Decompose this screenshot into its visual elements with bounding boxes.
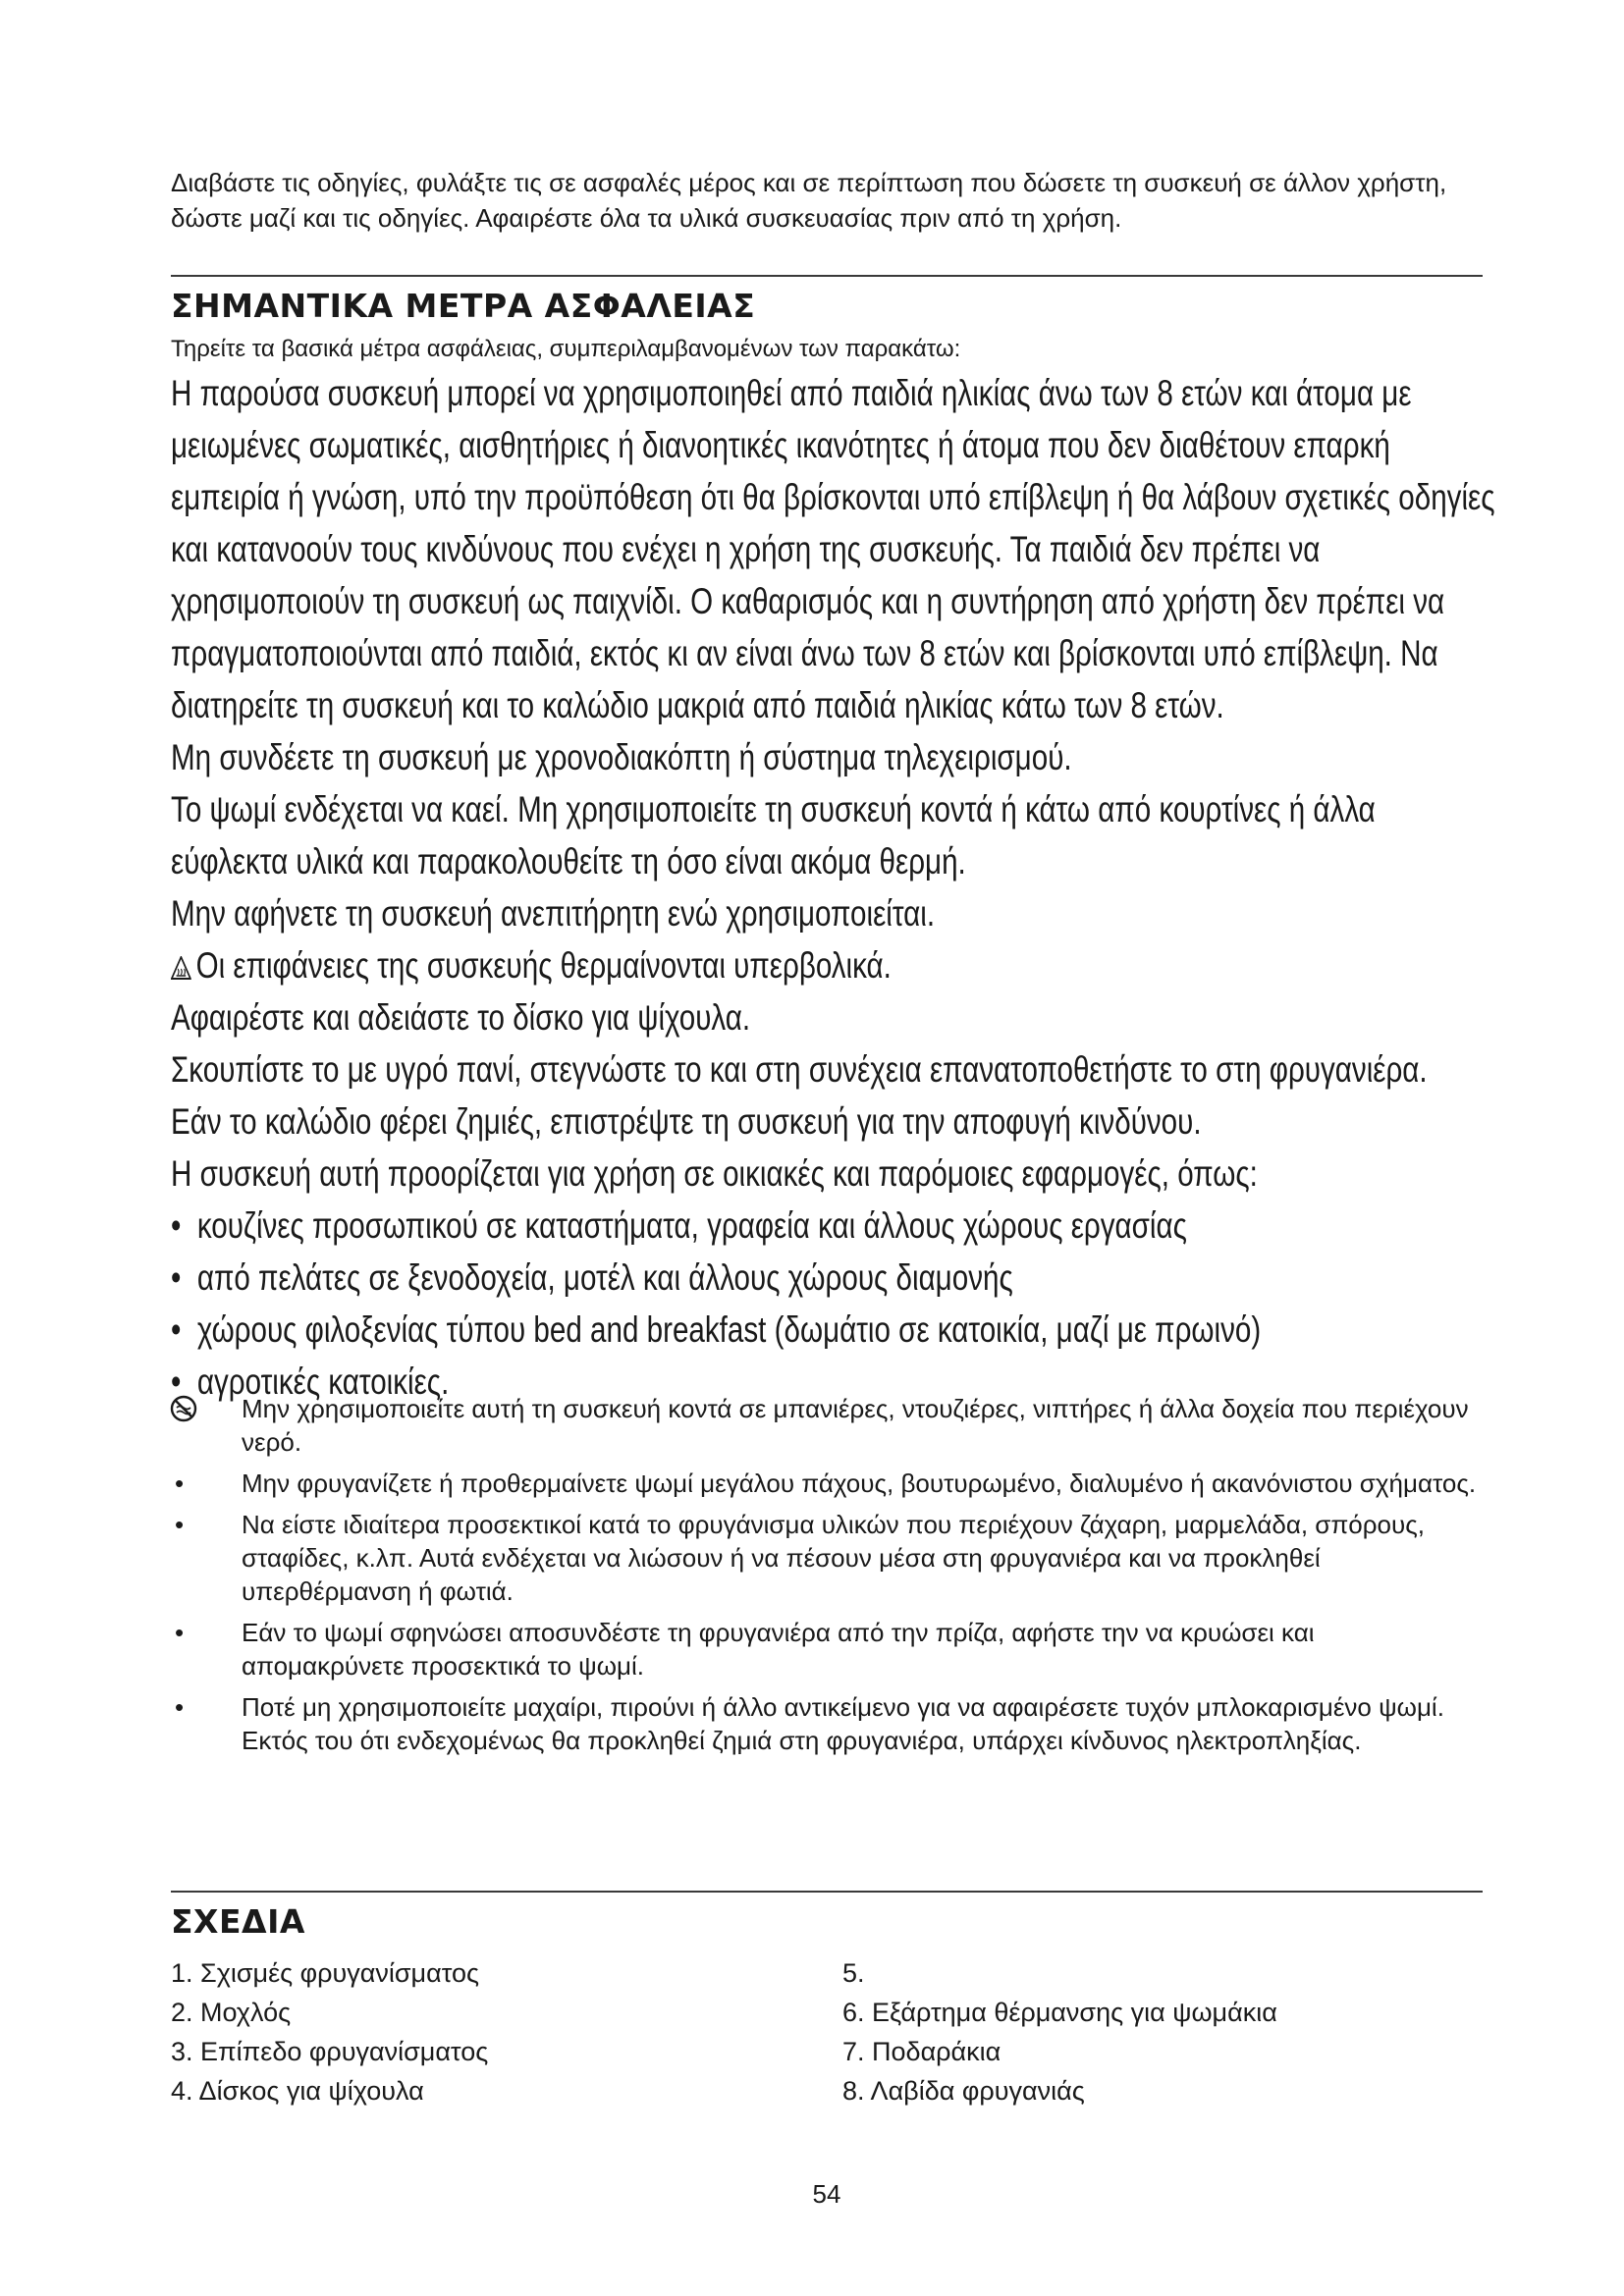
hot-surface-icon <box>171 956 191 980</box>
safety-line: μειωμένες σωματικές, αισθητήριες ή διανοητικές ικανότητες ή άτομα που δεν διαθέτουν επαρκή <box>171 425 1390 465</box>
no-water-icon <box>169 1394 198 1423</box>
page-number: 54 <box>812 2179 841 2209</box>
diagrams-heading: ΣΧΕΔΙΑ <box>171 1902 305 1941</box>
small-bullet-text: Εάν το ψωμί σφηνώσει αποσυνδέστε τη φρυγανιέρα από την πρίζα, αφήστε την να κρυώσει και απομακρύνετε προσεκτικά το ψωμί. <box>242 1618 1315 1681</box>
safety-line: Μην αφήνετε τη συσκευή ανεπιτήρητη ενώ χρησιμοποιείται. <box>171 893 936 934</box>
safety-subtitle: Τηρείτε τα βασικά μέτρα ασφάλειας, συμπεριλαμβανομένων των παρακάτω: <box>171 336 961 362</box>
part-item: 5. <box>842 1958 865 1988</box>
intro-paragraph: Διαβάστε τις οδηγίες, φυλάξτε τις σε ασφαλές μέρος και σε περίπτωση που δώσετε τη συσκευή σε άλλον χρήστη, δώστε μαζί και τις οδηγίες. Αφαιρέστε όλα τα υλικά συσκευασίας πριν από τη χρήση. <box>171 168 1447 233</box>
small-bullet <box>171 1508 1483 1608</box>
safety-line: Η παρούσα συσκευή μπορεί να χρησιμοποιηθεί από παιδιά ηλικίας άνω των 8 ετών και άτομα με <box>171 373 1412 413</box>
usage-bullet <box>171 1200 1227 1252</box>
small-bullet <box>171 1690 1483 1757</box>
bullet-text: χώρους φιλοξενίας τύπου bed and breakfast (δωμάτιο σε κατοικία, μαζί με πρωινό) <box>196 1309 1262 1350</box>
small-bullet-text: Ποτέ μη χρησιμοποιείτε μαχαίρι, πιρούνι ή άλλο αντικείμενο για να αφαιρέσετε τυχόν μπλοκαρισμένο ψωμί. Εκτός του ότι ενδεχομένως θα προκληθεί ζημιά στη φρυγανιέρα, υπάρχει κίνδυνος ηλεκτροπληξίας. <box>242 1692 1444 1755</box>
part-item: 2. Μοχλός <box>171 1998 292 2027</box>
small-bullet-text: Μην φρυγανίζετε ή προθερμαίνετε ψωμί μεγάλου πάχους, βουτυρωμένο, διαλυμένο ή ακανόνιστου σχήματος. <box>242 1468 1477 1498</box>
part-item: 1. Σχισμές φρυγανίσματος <box>171 1958 480 1988</box>
parts-column-left <box>171 1953 488 2110</box>
bullet-text: κουζίνες προσωπικού σε καταστήματα, γραφεία και άλλους χώρους εργασίας <box>196 1205 1187 1246</box>
part-item: 6. Εξάρτημα θέρμανσης για ψωμάκια <box>842 1998 1277 2027</box>
safety-line: εμπειρία ή γνώση, υπό την προϋπόθεση ότι θα βρίσκονται υπό επίβλεψη ή θα λάβουν σχετικές οδηγίες <box>171 477 1495 517</box>
bullet-text: αγροτικές κατοικίες. <box>196 1362 450 1402</box>
safety-line: Μη συνδέετε τη συσκευή με χρονοδιακόπτη ή σύστημα τηλεχειρισμού. <box>171 737 1072 777</box>
safety-heading: ΣΗΜΑΝΤΙΚΑ ΜΕΤΡΑ ΑΣΦΑΛΕΙΑΣ <box>171 287 756 325</box>
safety-line: Το ψωμί ενδέχεται να καεί. Μη χρησιμοποιείτε τη συσκευή κοντά ή κάτω από κουρτίνες ή άλλα <box>171 789 1376 829</box>
safety-line: και κατανοούν τους κινδύνους που ενέχει η χρήση της συσκευής. Τα παιδιά δεν πρέπει να <box>171 529 1321 569</box>
safety-line: πραγματοποιούνται από παιδιά, εκτός κι αν είναι άνω των 8 ετών και βρίσκονται υπό επίβλεψη. Να <box>171 633 1438 673</box>
safety-line: χρησιμοποιούν τη συσκευή ως παιχνίδι. Ο καθαρισμός και η συντήρηση από χρήστη δεν πρέπει να <box>171 581 1445 621</box>
bullet-mark: • <box>175 1468 185 1498</box>
bullet-mark: • <box>171 1309 182 1350</box>
usage-bullet <box>171 1252 1227 1304</box>
bullet-mark: • <box>171 1362 182 1402</box>
safety-line: Η συσκευή αυτή προορίζεται για χρήση σε οικιακές και παρόμοιες εφαρμογές, όπως: <box>171 1153 1258 1194</box>
bullet-text: από πελάτες σε ξενοδοχεία, μοτέλ και άλλους χώρους διαμονής <box>196 1257 1013 1298</box>
part-item: 3. Επίπεδο φρυγανίσματος <box>171 2037 489 2066</box>
usage-bullet <box>171 1304 1262 1356</box>
parts-column-right <box>842 1953 1277 2110</box>
safety-line: εύφλεκτα υλικά και παρακολουθείτε τη όσο είναι ακόμα θερμή. <box>171 841 966 881</box>
small-bullet <box>171 1467 1483 1500</box>
water-warning-text: Μην χρησιμοποιείτε αυτή τη συσκευή κοντά σε μπανιέρες, ντουζιέρες, νιπτήρες ή άλλα δοχεία που περιέχουν νερό. <box>242 1394 1469 1457</box>
section-divider <box>171 275 1483 277</box>
hot-surface-warning <box>171 939 1227 991</box>
part-item: 4. Δίσκος για ψίχουλα <box>171 2076 424 2106</box>
part-item: 7. Ποδαράκια <box>842 2037 1001 2066</box>
safety-line: Εάν το καλώδιο φέρει ζημιές, επιστρέψτε τη συσκευή για την αποφυγή κινδύνου. <box>171 1101 1202 1142</box>
bullet-mark: • <box>171 1257 182 1298</box>
bullet-mark: • <box>175 1618 185 1647</box>
safety-instructions <box>171 367 1495 1408</box>
small-warnings <box>171 1392 1483 1765</box>
small-bullet-text: Να είστε ιδιαίτερα προσεκτικοί κατά το φρυγάνισμα υλικών που περιέχουν ζάχαρη, μαρμελάδα, σπόρους, σταφίδες, κ.λπ. Αυτά ενδέχεται να λιώσουν ή να πέσουν μέσα στη φρυγανιέρα και να προκληθεί υπερθέρμανση ή φωτιά. <box>242 1510 1425 1606</box>
safety-line: Σκουπίστε το με υγρό πανί, στεγνώστε το και στη συνέχεια επανατοποθετήστε το στη φρυγανιέρα. <box>171 1049 1428 1090</box>
safety-line: διατηρείτε τη συσκευή και το καλώδιο μακριά από παιδιά ηλικίας κάτω των 8 ετών. <box>171 685 1224 725</box>
water-warning <box>171 1392 1483 1459</box>
bullet-mark: • <box>171 1205 182 1246</box>
safety-line: Αφαιρέστε και αδειάστε το δίσκο για ψίχουλα. <box>171 997 751 1038</box>
part-item: 8. Λαβίδα φρυγανιάς <box>842 2076 1085 2106</box>
section-divider <box>171 1891 1483 1893</box>
bullet-mark: • <box>175 1692 185 1722</box>
bullet-mark: • <box>175 1510 185 1539</box>
small-bullet <box>171 1616 1483 1682</box>
hot-surface-text: Οι επιφάνειες της συσκευής θερμαίνονται υπερβολικά. <box>195 945 892 986</box>
